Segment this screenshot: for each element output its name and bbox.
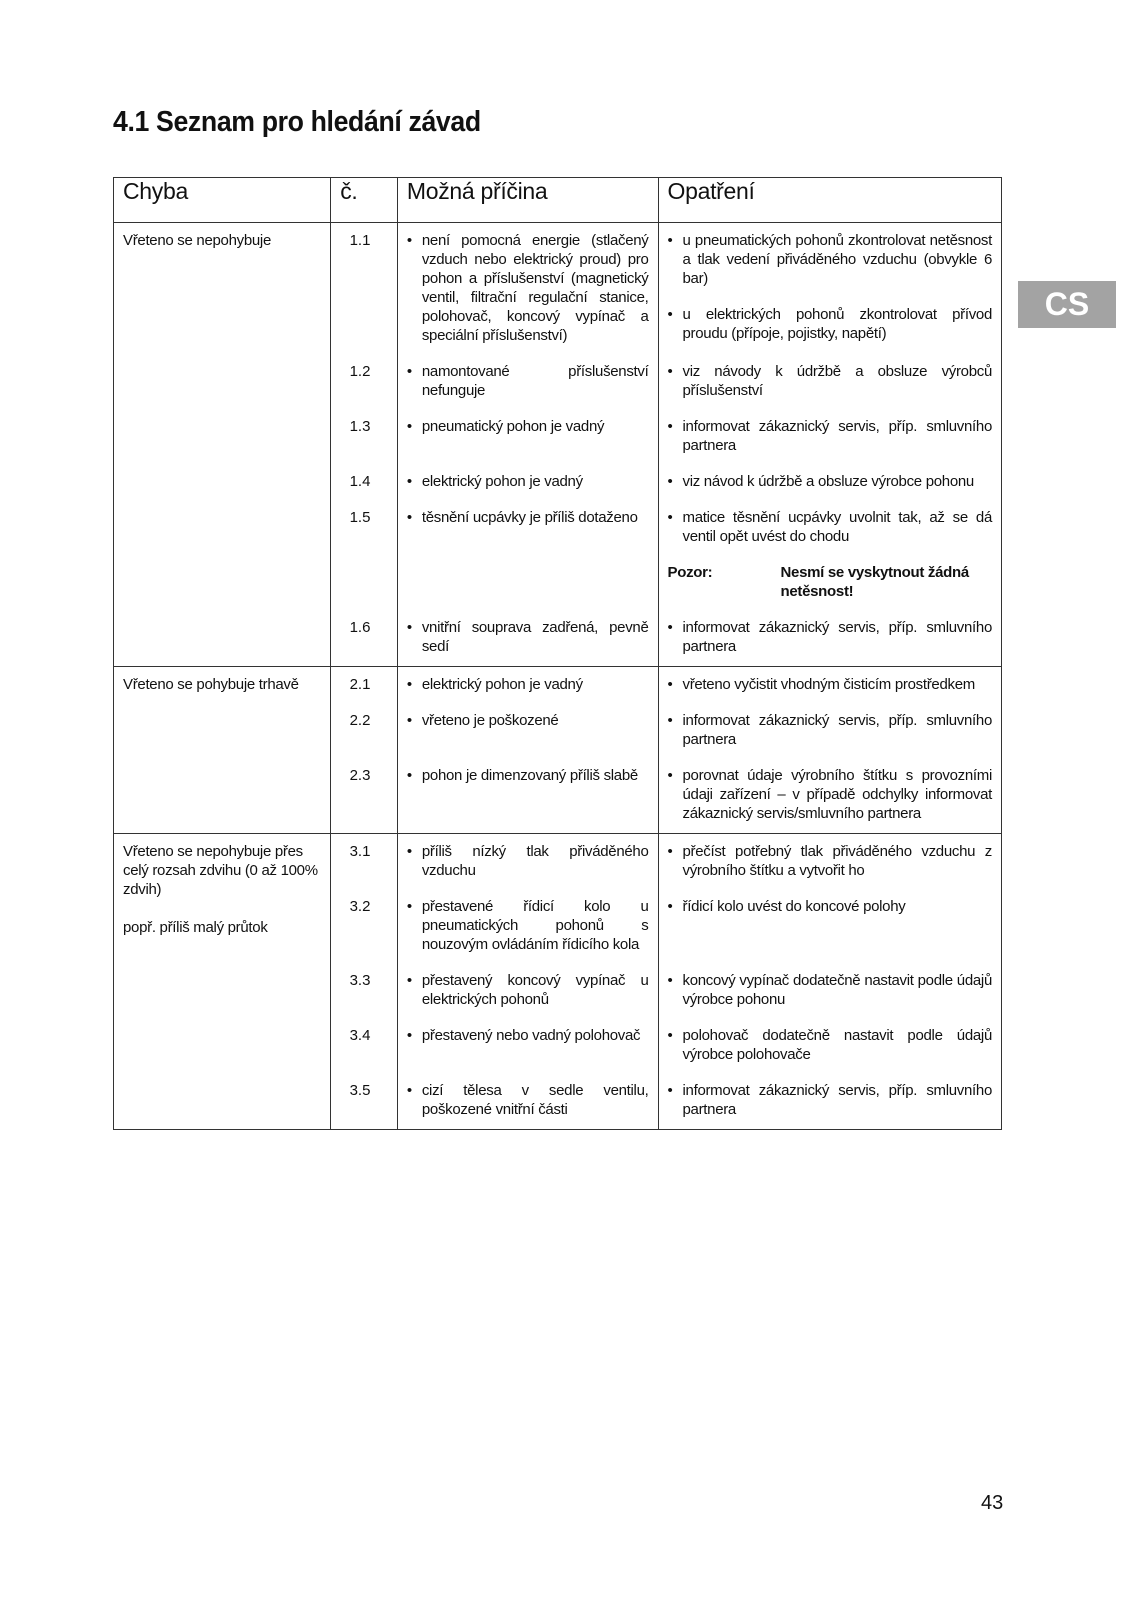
fault-description: Vřeteno se nepohybuje bbox=[123, 232, 271, 249]
item-number: 3.3 bbox=[349, 972, 371, 989]
cause-text: příliš nízký tlak přiváděného vzduchu bbox=[421, 843, 649, 879]
bullet-icon: • bbox=[406, 473, 412, 490]
fault-description: Vřeteno se nepohybuje přes celý rozsah zdvihu (0 až 100% zdvih) bbox=[123, 843, 318, 898]
cause-text: těsnění ucpávky je příliš dotaženo bbox=[421, 509, 638, 526]
bullet-icon: • bbox=[667, 473, 673, 490]
item-number: 3.2 bbox=[349, 898, 371, 915]
bullet-icon: • bbox=[406, 712, 412, 729]
page-title: 4.1 Seznam pro hledání závad bbox=[113, 106, 481, 138]
remedy-item bbox=[668, 417, 993, 455]
remedy-text: koncový vypínač dodatečně nastavit podle údajů výrobce pohonu bbox=[682, 972, 992, 1008]
bullet-icon: • bbox=[667, 972, 673, 989]
remedy-text: vřeteno vyčistit vhodným čisticím prostředkem bbox=[682, 676, 975, 693]
header-number: č. bbox=[331, 178, 398, 223]
bullet-icon: • bbox=[667, 363, 673, 380]
cause-item bbox=[407, 766, 649, 785]
language-tab: CS bbox=[1018, 281, 1116, 328]
table-row bbox=[114, 834, 1002, 1130]
table-row bbox=[114, 223, 1002, 667]
item-number: 2.2 bbox=[349, 712, 371, 729]
bullet-icon: • bbox=[667, 306, 673, 323]
cause-item bbox=[407, 711, 649, 730]
remedy-text: řídicí kolo uvést do koncové polohy bbox=[682, 898, 906, 915]
cause-text: vnitřní souprava zadřená, pevně sedí bbox=[421, 619, 649, 655]
item-number: 1.3 bbox=[349, 418, 371, 435]
header-fault: Chyba bbox=[114, 178, 331, 223]
cause-item bbox=[407, 362, 649, 400]
remedy-text: u pneumatických pohonů zkontrolovat netěsnost a tlak vedení přiváděného vzduchu (obvykle 6 bar) bbox=[682, 232, 992, 287]
remedy-text: informovat zákaznický servis, příp. smluvního partnera bbox=[682, 712, 992, 748]
cause-text: pneumatický pohon je vadný bbox=[421, 418, 605, 435]
table-header-row bbox=[114, 178, 1002, 223]
item-number: 1.5 bbox=[349, 509, 371, 526]
remedy-item bbox=[668, 971, 993, 1009]
number-cell bbox=[331, 667, 398, 834]
remedy-cell bbox=[658, 834, 1002, 1130]
bullet-icon: • bbox=[406, 619, 412, 636]
bullet-icon: • bbox=[667, 712, 673, 729]
fault-description: Vřeteno se pohybuje trhavě bbox=[123, 676, 299, 693]
bullet-icon: • bbox=[406, 1082, 412, 1099]
item-number: 3.1 bbox=[349, 843, 371, 860]
troubleshooting-table bbox=[113, 177, 1002, 1130]
remedy-item bbox=[668, 766, 993, 823]
remedy-text: přečíst potřebný tlak přiváděného vzduchu z výrobního štítku a vytvořit ho bbox=[682, 843, 992, 879]
cause-item bbox=[407, 472, 649, 491]
cause-item bbox=[407, 1081, 649, 1119]
remedy-text: u elektrických pohonů zkontrolovat přívod proudu (přípoje, pojistky, napětí) bbox=[682, 306, 992, 342]
cause-cell bbox=[397, 223, 658, 667]
remedy-item bbox=[668, 711, 993, 749]
remedy-item bbox=[668, 842, 993, 880]
warning-text: Nesmí se vyskytnout žádná netěsnost! bbox=[780, 564, 969, 600]
cause-item bbox=[407, 508, 649, 527]
remedy-item bbox=[668, 675, 993, 694]
remedy-text: viz návod k údržbě a obsluze výrobce pohonu bbox=[682, 473, 974, 490]
remedy-item bbox=[668, 231, 993, 288]
bullet-icon: • bbox=[667, 843, 673, 860]
cause-item bbox=[407, 675, 649, 694]
bullet-icon: • bbox=[406, 898, 412, 915]
remedy-text: informovat zákaznický servis, příp. smluvního partnera bbox=[682, 619, 992, 655]
bullet-icon: • bbox=[406, 509, 412, 526]
bullet-icon: • bbox=[406, 843, 412, 860]
cause-text: přestavený nebo vadný polohovač bbox=[421, 1027, 641, 1044]
remedy-item bbox=[668, 1026, 993, 1064]
fault-cell bbox=[114, 667, 331, 834]
cause-cell bbox=[397, 667, 658, 834]
bullet-icon: • bbox=[406, 1027, 412, 1044]
remedy-text: porovnat údaje výrobního štítku s provozními údaji zařízení – v případě odchylky informovat zákaznický servis/smluvního partnera bbox=[682, 767, 992, 822]
bullet-icon: • bbox=[667, 1027, 673, 1044]
bullet-icon: • bbox=[667, 1082, 673, 1099]
number-cell bbox=[331, 223, 398, 667]
table-row bbox=[114, 667, 1002, 834]
remedy-item bbox=[668, 618, 993, 656]
cause-item bbox=[407, 1026, 649, 1045]
warning-note bbox=[668, 563, 993, 601]
remedy-text: polohovač dodatečně nastavit podle údajů výrobce polohovače bbox=[682, 1027, 992, 1063]
bullet-icon: • bbox=[667, 418, 673, 435]
cause-item bbox=[407, 897, 649, 954]
remedy-item bbox=[668, 305, 993, 343]
bullet-icon: • bbox=[667, 676, 673, 693]
remedy-cell bbox=[658, 667, 1002, 834]
fault-cell bbox=[114, 223, 331, 667]
cause-text: elektrický pohon je vadný bbox=[421, 473, 583, 490]
number-cell bbox=[331, 834, 398, 1130]
bullet-icon: • bbox=[406, 418, 412, 435]
bullet-icon: • bbox=[667, 898, 673, 915]
remedy-text: matice těsnění ucpávky uvolnit tak, až se dá ventil opět uvést do chodu bbox=[682, 509, 992, 545]
bullet-icon: • bbox=[667, 232, 673, 249]
header-cause: Možná příčina bbox=[397, 178, 658, 223]
cause-text: pohon je dimenzovaný příliš slabě bbox=[421, 767, 638, 784]
item-number: 1.6 bbox=[349, 619, 371, 636]
remedy-item bbox=[668, 362, 993, 400]
item-number: 3.4 bbox=[349, 1027, 371, 1044]
remedy-item bbox=[668, 508, 993, 546]
bullet-icon: • bbox=[667, 509, 673, 526]
cause-text: cizí tělesa v sedle ventilu, poškozené vnitřní části bbox=[421, 1082, 649, 1118]
fault-description: popř. příliš malý průtok bbox=[123, 919, 268, 936]
header-remedy: Opatření bbox=[658, 178, 1002, 223]
cause-item bbox=[407, 618, 649, 656]
bullet-icon: • bbox=[406, 363, 412, 380]
bullet-icon: • bbox=[406, 972, 412, 989]
item-number: 1.2 bbox=[349, 363, 371, 380]
cause-text: přestavené řídicí kolo u pneumatických pohonů s nouzovým ovládáním řídicího kola bbox=[421, 898, 649, 953]
cause-item bbox=[407, 231, 649, 345]
bullet-icon: • bbox=[667, 767, 673, 784]
remedy-text: informovat zákaznický servis, příp. smluvního partnera bbox=[682, 418, 992, 454]
bullet-icon: • bbox=[406, 767, 412, 784]
cause-text: vřeteno je poškozené bbox=[421, 712, 559, 729]
page-number: 43 bbox=[981, 1492, 1004, 1514]
item-number: 3.5 bbox=[349, 1082, 371, 1099]
remedy-text: viz návody k údržbě a obsluze výrobců příslušenství bbox=[682, 363, 992, 399]
fault-cell bbox=[114, 834, 331, 1130]
cause-item bbox=[407, 842, 649, 880]
item-number: 2.1 bbox=[349, 676, 371, 693]
cause-cell bbox=[397, 834, 658, 1130]
cause-text: elektrický pohon je vadný bbox=[421, 676, 583, 693]
item-number: 1.4 bbox=[349, 473, 371, 490]
remedy-cell bbox=[658, 223, 1002, 667]
cause-text: přestavený koncový vypínač u elektrických pohonů bbox=[421, 972, 649, 1008]
cause-item bbox=[407, 971, 649, 1009]
remedy-item bbox=[668, 472, 993, 491]
remedy-text: informovat zákaznický servis, příp. smluvního partnera bbox=[682, 1082, 992, 1118]
bullet-icon: • bbox=[406, 232, 412, 249]
warning-label: Pozor: bbox=[667, 564, 713, 581]
remedy-item bbox=[668, 1081, 993, 1119]
cause-text: namontované příslušenství nefunguje bbox=[421, 363, 649, 399]
remedy-item bbox=[668, 897, 993, 916]
item-number: 2.3 bbox=[349, 767, 371, 784]
item-number: 1.1 bbox=[349, 232, 371, 249]
bullet-icon: • bbox=[406, 676, 412, 693]
cause-item bbox=[407, 417, 649, 436]
bullet-icon: • bbox=[667, 619, 673, 636]
cause-text: není pomocná energie (stlačený vzduch nebo elektrický proud) pro pohon a příslušenství (magnetický ventil, filtrační regulační stanice, polohovač, koncový vypínač a speciální příslušenství) bbox=[421, 232, 649, 344]
